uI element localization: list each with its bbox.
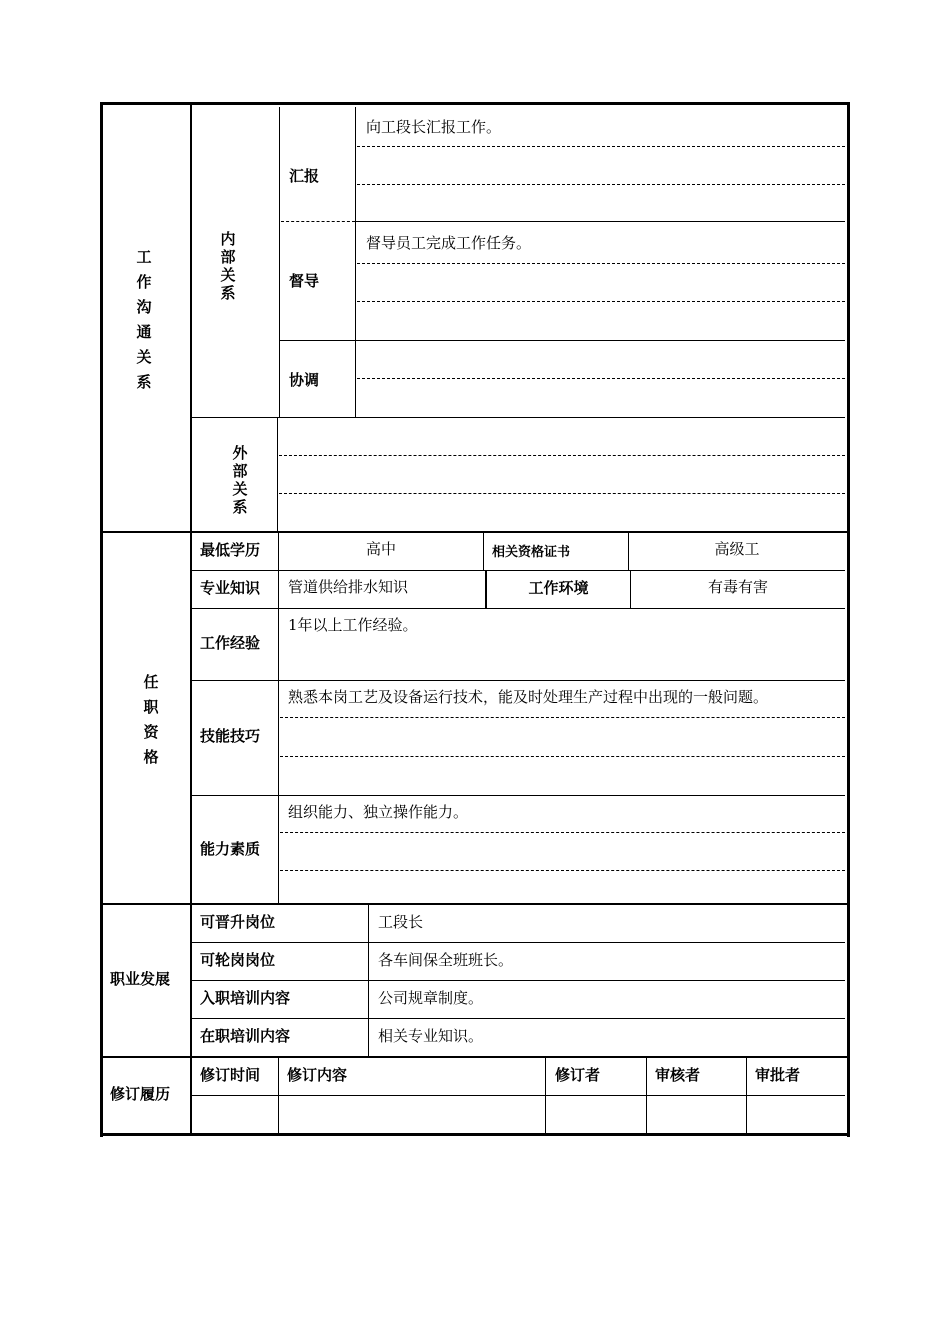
divider [483,533,484,570]
dashed-line [279,493,845,494]
report-text: 向工段长汇报工作。 [366,118,502,136]
reviewer-header: 审核者 [655,1066,701,1084]
row-line [191,680,845,681]
ability-label: 能力素质 [200,840,261,858]
divider [746,1058,747,1134]
dashed-line [357,263,845,264]
dashed-line [357,301,845,302]
row-line [355,221,845,222]
divider [545,1058,546,1134]
environment-label: 工作环境 [528,579,589,597]
supervise-label: 督导 [289,272,320,290]
communication-section-title: 工作沟通关系 [136,248,152,391]
rotation-label: 可轮岗岗位 [200,951,276,969]
ability-value: 组织能力、独立操作能力。 [288,803,469,821]
onjob-training-label: 在职培训内容 [200,1027,291,1045]
internal-relations-title: 内部关系 [220,230,236,302]
skills-label: 技能技巧 [200,727,261,745]
dashed-line [280,870,845,871]
dashed-line [279,455,845,456]
row-line [191,942,845,943]
dashed-line [280,832,845,833]
supervise-text: 督导员工完成工作任务。 [366,234,532,252]
dashed-line [357,146,845,147]
career-section-title: 职业发展 [110,970,171,988]
divider [278,533,279,903]
row-line [191,1018,845,1019]
onboarding-training-value: 公司规章制度。 [378,989,484,1007]
knowledge-label: 专业知识 [200,579,261,597]
divider [368,905,369,1057]
coordinate-label: 协调 [289,371,320,389]
certificate-label: 相关资格证书 [492,545,571,560]
dashed-line [280,756,845,757]
revision-content-header: 修订内容 [287,1066,348,1084]
environment-value: 有毒有害 [707,578,768,596]
certificate-value: 高级工 [714,540,760,558]
min-education-label: 最低学历 [200,541,261,559]
row-line [191,980,845,981]
promotion-value: 工段长 [378,913,424,931]
approver-header: 审批者 [755,1066,801,1084]
dashed-line [281,221,355,222]
revision-time-header: 修订时间 [200,1066,261,1084]
table-bottom-border [100,1133,850,1136]
onjob-training-value: 相关专业知识。 [378,1027,484,1045]
row-line [191,417,845,418]
divider [278,1058,279,1134]
dashed-line [357,184,845,185]
row-line [191,1095,845,1096]
row-line [191,608,845,609]
knowledge-value: 管道供给排水知识 [288,578,409,596]
reviser-header: 修订者 [555,1066,601,1084]
row-line [279,340,845,341]
rotation-value: 各车间保全班班长。 [378,951,514,969]
divider [646,1058,647,1134]
min-education-value: 高中 [365,540,396,558]
report-label: 汇报 [289,167,320,185]
promotion-label: 可晋升岗位 [200,913,276,931]
external-relations-title: 外部关系 [232,444,248,516]
experience-value: 1年以上工作经验。 [288,616,418,634]
experience-label: 工作经验 [200,634,261,652]
onboarding-training-label: 入职培训内容 [200,989,291,1007]
row-line [191,795,845,796]
section-line [103,1056,847,1058]
divider [277,417,278,532]
qualifications-section-title: 任职资格 [143,673,159,766]
section-line [103,531,847,533]
dashed-line [357,378,845,379]
dashed-line [280,717,845,718]
section-line [103,903,847,905]
divider [279,107,280,417]
revision-section-title: 修订履历 [110,1085,171,1103]
divider [355,107,356,417]
skills-value: 熟悉本岗工艺及设备运行技术，能及时处理生产过程中出现的一般问题。 [288,688,769,706]
job-description-table [100,102,850,1137]
row-line [191,570,845,571]
